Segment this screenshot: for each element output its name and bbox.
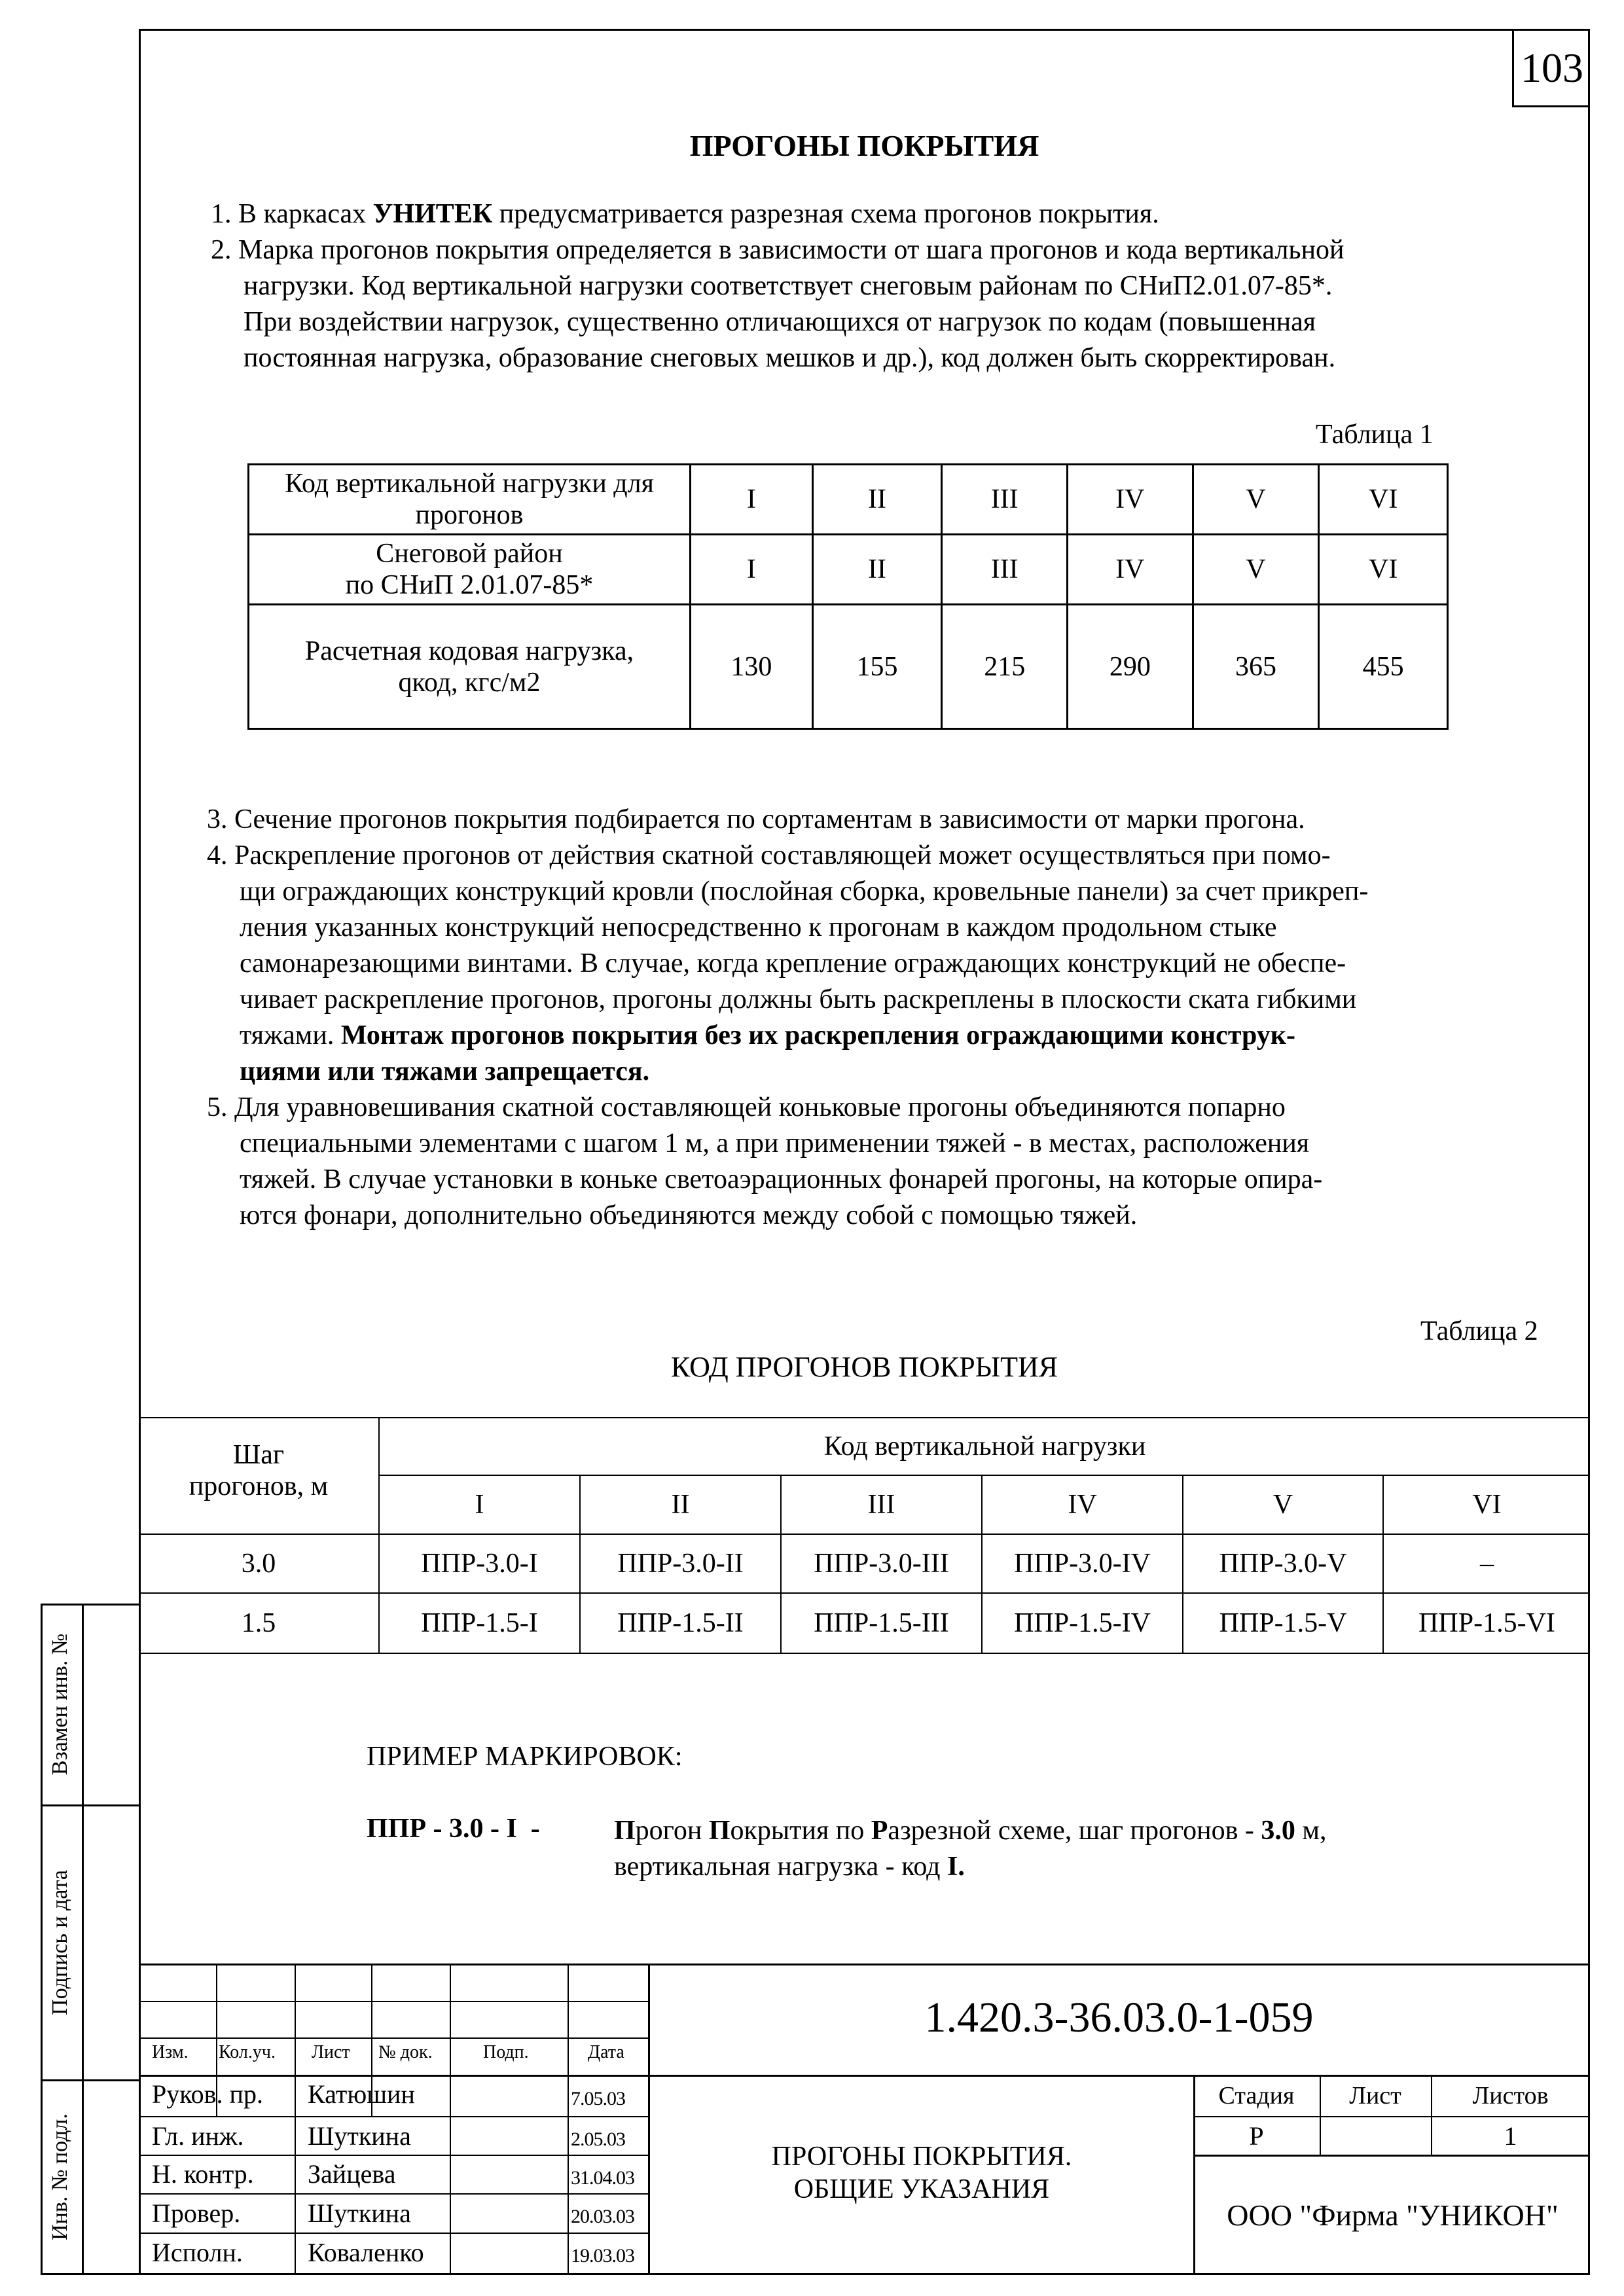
table2-step-cell: 1.5 bbox=[139, 1593, 379, 1653]
stamp-sheets-label: Листов bbox=[1472, 2082, 1549, 2109]
stamp-role: Провер. bbox=[152, 2198, 241, 2228]
page-number: 103 bbox=[1512, 29, 1590, 107]
table-1 bbox=[247, 463, 1449, 730]
stamp-sheet-label: Лист bbox=[1349, 2082, 1401, 2109]
side-label-inv: Инв. № подл. bbox=[48, 2113, 72, 2240]
table2-code-header: II bbox=[580, 1475, 781, 1534]
table2-step-cell: 3.0 bbox=[139, 1534, 379, 1593]
table-row bbox=[139, 1534, 1590, 1593]
table1-region-cell: V bbox=[1193, 535, 1319, 605]
table1-region-cell: IV bbox=[1068, 535, 1193, 605]
stamp-top-line bbox=[139, 1964, 1590, 1965]
table1-row-code-label: Код вертикальной нагрузки для прогонов bbox=[249, 465, 691, 535]
stamp-hdr-izm: Изм. bbox=[152, 2042, 189, 2062]
company-name: ООО "Фирма "УНИКОН" bbox=[1227, 2198, 1559, 2232]
paragraph-2: 2. Марка прогонов покрытия определяется в зависимости от шага прогонов и кода вертикальной bbox=[211, 235, 1344, 265]
stamp-hline bbox=[139, 2001, 649, 2002]
table2-mark-cell: ППР-3.0-IV bbox=[982, 1534, 1183, 1593]
stamp-hdr-list: Лист bbox=[312, 2042, 350, 2062]
side-strip-inner bbox=[82, 1604, 84, 2275]
stamp-hline bbox=[139, 2193, 649, 2195]
table1-code-cell: II bbox=[812, 465, 942, 535]
table1-load-cell: 455 bbox=[1319, 605, 1448, 729]
paragraph-4: 4. Раскрепление прогонов от действия скатной составляющей может осуществляться при помо- bbox=[207, 840, 1331, 870]
table2-mark-cell: – bbox=[1383, 1534, 1590, 1593]
table2-header-row bbox=[139, 1418, 1590, 1475]
paragraph-3: 3. Сечение прогонов покрытия подбирается по сортаментам в зависимости от марки прогона. bbox=[207, 804, 1305, 834]
stamp-hdr-date: Дата bbox=[588, 2042, 624, 2062]
stamp-hline bbox=[139, 2037, 649, 2039]
paragraph-2-line-4: постоянная нагрузка, образование снеговых мешков и др.), код должен быть скорректирован. bbox=[244, 343, 1336, 373]
example-line-1: Прогон Покрытия по Разрезной схеме, шаг прогонов - 3.0 м, bbox=[614, 1816, 1327, 1846]
doc-code: 1.420.3-36.03.0-1-059 bbox=[924, 1994, 1314, 2041]
stamp-name: Шуткина bbox=[308, 2121, 411, 2151]
stamp-hline bbox=[1193, 2116, 1590, 2117]
side-label-podpis: Подпись и дата bbox=[48, 1870, 72, 2015]
paragraph-4-line-2: щи ограждающих конструкций кровли (послойная сборка, кровельные панели) за счет прикреп- bbox=[240, 876, 1369, 906]
table1-region-cell: VI bbox=[1319, 535, 1448, 605]
table1-code-cell: IV bbox=[1068, 465, 1193, 535]
stamp-hdr-doc: № док. bbox=[378, 2042, 433, 2062]
table1-code-cell: III bbox=[942, 465, 1068, 535]
example-mark: ППР - 3.0 - I - bbox=[367, 1814, 540, 1844]
table-row bbox=[139, 1593, 1590, 1653]
paragraph-4-line-3: ления указанных конструкций непосредственно к прогонам в каждом продольном стыке bbox=[240, 912, 1277, 942]
paragraph-4-line-5: чивает раскрепление прогонов, прогоны должны быть раскреплены в плоскости ската гибкими bbox=[240, 984, 1357, 1014]
stamp-role: Гл. инж. bbox=[152, 2121, 244, 2151]
side-label-vzamen: Взамен инв. № bbox=[48, 1633, 72, 1776]
stamp-date: 20.03.03 bbox=[571, 2206, 634, 2227]
doc-title-line-1: ПРОГОНЫ ПОКРЫТИЯ. bbox=[771, 2142, 1072, 2172]
table2-mark-cell: ППР-3.0-III bbox=[781, 1534, 982, 1593]
intro-text bbox=[211, 196, 1559, 376]
stamp-date: 7.05.03 bbox=[571, 2088, 625, 2109]
table1-load-cell: 130 bbox=[691, 605, 813, 729]
stamp-name: Зайцева bbox=[308, 2159, 396, 2189]
stamp-date: 31.04.03 bbox=[571, 2167, 634, 2189]
paragraph-4-line-7: циями или тяжами запрещается. bbox=[240, 1056, 650, 1086]
table1-load-cell: 290 bbox=[1068, 605, 1193, 729]
table2-mark-cell: ППР-1.5-III bbox=[781, 1593, 982, 1653]
table1-code-cell: V bbox=[1193, 465, 1319, 535]
table2-mark-cell: ППР-1.5-VI bbox=[1383, 1593, 1590, 1653]
table1-row-region-label: Снеговой район по СНиП 2.01.07-85* bbox=[249, 535, 691, 605]
doc-title bbox=[650, 2140, 1193, 2206]
table2-mark-cell: ППР-1.5-V bbox=[1183, 1593, 1383, 1653]
table1-row-load-label: Расчетная кодовая нагрузка, qкод, кгс/м2 bbox=[249, 605, 691, 729]
stamp-stage: Р bbox=[1249, 2121, 1264, 2151]
stamp-role: Исполн. bbox=[152, 2238, 243, 2267]
example-description bbox=[614, 1813, 1327, 1885]
paragraph-4-line-6: тяжами. Монтаж прогонов покрытия без их раскрепления ограждающими конструк- bbox=[240, 1020, 1295, 1050]
stamp-hline bbox=[139, 2155, 649, 2156]
table1-load-cell: 365 bbox=[1193, 605, 1319, 729]
table1-row-region bbox=[249, 535, 1448, 605]
table1-caption: Таблица 1 bbox=[1316, 420, 1434, 450]
stamp-vline bbox=[295, 1964, 296, 2275]
table1-region-cell: II bbox=[812, 535, 942, 605]
stamp-hline bbox=[139, 2233, 649, 2234]
stamp-name: Катюшин bbox=[308, 2079, 415, 2109]
table1-region-cell: III bbox=[942, 535, 1068, 605]
doc-title-line-2: ОБЩИЕ УКАЗАНИЯ bbox=[793, 2174, 1050, 2204]
side-strip-left bbox=[41, 1604, 43, 2275]
table2-caption: Таблица 2 bbox=[1420, 1316, 1538, 1346]
stamp-role: Н. контр. bbox=[152, 2159, 254, 2189]
example-line-2: вертикальная нагрузка - код I. bbox=[614, 1852, 965, 1882]
table2-mark-cell: ППР-3.0-V bbox=[1183, 1534, 1383, 1593]
stamp-stage-label: Стадия bbox=[1218, 2082, 1295, 2109]
stamp-date: 19.03.03 bbox=[571, 2245, 634, 2267]
table2-mark-cell: ППР-1.5-IV bbox=[982, 1593, 1183, 1653]
paragraph-1: 1. В каркасах УНИТЕК предусматривается разрезная схема прогонов покрытия. bbox=[211, 199, 1159, 229]
stamp-name: Шуткина bbox=[308, 2198, 411, 2228]
table1-code-cell: VI bbox=[1319, 465, 1448, 535]
paragraph-2-line-3: При воздействии нагрузок, существенно отличающихся от нагрузок по кодам (повышенная bbox=[244, 307, 1316, 337]
table1-row-code bbox=[249, 465, 1448, 535]
stamp-role: Руков. пр. bbox=[152, 2079, 263, 2109]
body-text bbox=[207, 802, 1568, 1234]
stamp-vline bbox=[568, 1964, 569, 2275]
table2-header-codes: Код вертикальной нагрузки bbox=[379, 1418, 1590, 1475]
stamp-vline bbox=[450, 1964, 451, 2275]
table1-load-cell: 215 bbox=[942, 605, 1068, 729]
paragraph-5-line-3: тяжей. В случае установки в коньке светоаэрационных фонарей прогоны, на которые опира- bbox=[240, 1164, 1323, 1194]
table2-mark-cell: ППР-1.5-I bbox=[379, 1593, 580, 1653]
table2-mark-cell: ППР-1.5-II bbox=[580, 1593, 781, 1653]
stamp-hdr-kolvo: Кол.уч. bbox=[219, 2042, 276, 2062]
paragraph-4-line-4: самонарезающими винтами. В случае, когда крепление ограждающих конструкций не обеспе- bbox=[240, 948, 1346, 978]
table1-load-cell: 155 bbox=[812, 605, 942, 729]
table2-header-step: Шаг прогонов, м bbox=[139, 1418, 379, 1534]
table2-code-header: V bbox=[1183, 1475, 1383, 1534]
table2-mark-cell: ППР-3.0-I bbox=[379, 1534, 580, 1593]
paragraph-5-line-4: ются фонари, дополнительно объединяются между собой с помощью тяжей. bbox=[240, 1200, 1138, 1230]
stamp-name: Коваленко bbox=[308, 2238, 424, 2267]
table-2 bbox=[139, 1417, 1590, 1654]
stamp-date: 2.05.03 bbox=[571, 2128, 625, 2150]
stamp-sheets: 1 bbox=[1504, 2121, 1517, 2151]
paragraph-2-line-2: нагрузки. Код вертикальной нагрузки соответствует снеговым районам по СНиП2.01.07-85*. bbox=[244, 271, 1333, 301]
stamp-hline-main bbox=[139, 2075, 1590, 2077]
table2-title: КОД ПРОГОНОВ ПОКРЫТИЯ bbox=[670, 1351, 1058, 1383]
stamp-hline bbox=[139, 2116, 649, 2117]
paragraph-5: 5. Для уравновешивания скатной составляющей коньковые прогоны объединяются попарно bbox=[207, 1092, 1286, 1122]
example-heading: ПРИМЕР МАРКИРОВОК: bbox=[367, 1742, 683, 1772]
table2-code-header: IV bbox=[982, 1475, 1183, 1534]
table2-code-header: III bbox=[781, 1475, 982, 1534]
stamp-hdr-podp: Подп. bbox=[483, 2042, 529, 2062]
table1-region-cell: I bbox=[691, 535, 813, 605]
table2-code-header: I bbox=[379, 1475, 580, 1534]
table2-mark-cell: ППР-3.0-II bbox=[580, 1534, 781, 1593]
table1-row-load bbox=[249, 605, 1448, 729]
table1-code-cell: I bbox=[691, 465, 813, 535]
paragraph-5-line-2: специальными элементами с шагом 1 м, а при применении тяжей - в местах, расположения bbox=[240, 1128, 1310, 1158]
table2-code-header: VI bbox=[1383, 1475, 1590, 1534]
page-title: ПРОГОНЫ ПОКРЫТИЯ bbox=[689, 129, 1039, 162]
stamp-hline bbox=[1193, 2155, 1590, 2157]
